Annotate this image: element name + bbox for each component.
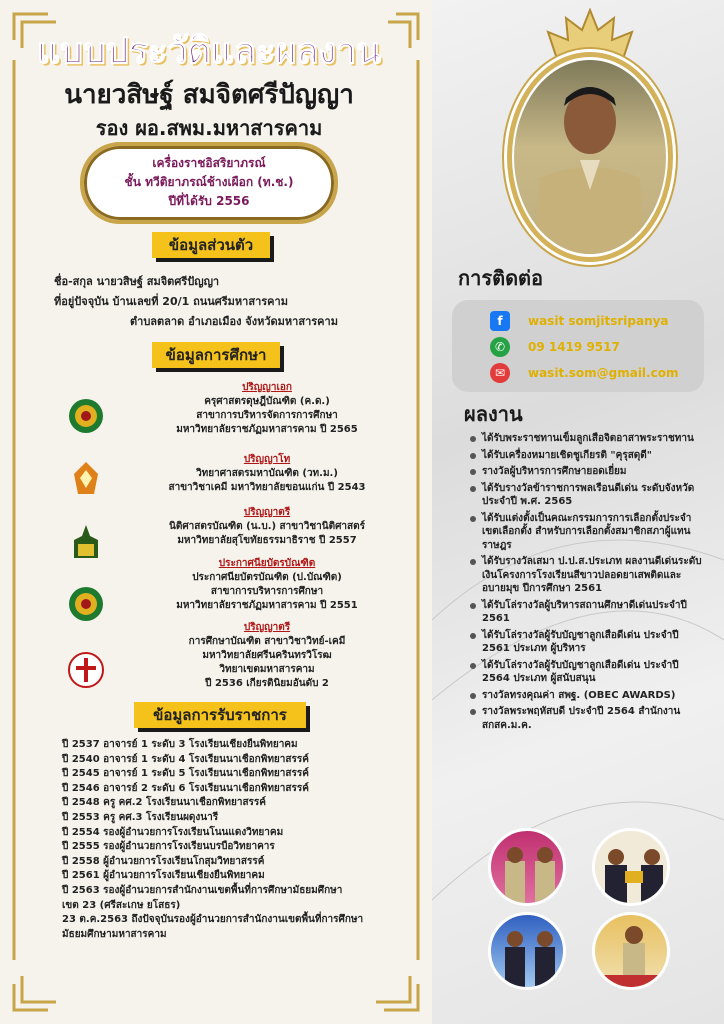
award-photo	[592, 828, 670, 906]
service-item: เขต 23 (ศรีสะเกษ ยโสธร)	[62, 899, 181, 911]
degree-level: ปริญญาโท	[243, 454, 291, 465]
facebook-icon: f	[490, 311, 510, 331]
university-logo-icon	[68, 460, 104, 496]
section-service-heading: ข้อมูลการรับราชการ	[134, 702, 306, 728]
section-personal-heading: ข้อมูลส่วนตัว	[152, 232, 270, 258]
degree-line: สาขาการบริหารการศึกษา	[210, 586, 324, 597]
service-item: ปี 2555 รองผู้อำนวยการโรงเรียนบรบือวิทยาคาร	[62, 841, 275, 853]
degree-level: ปริญญาเอก	[242, 382, 292, 393]
contact-facebook[interactable]	[490, 311, 669, 331]
crown-ornament-icon	[534, 8, 646, 58]
service-item: ปี 2553 ครู คศ.3 โรงเรียนผดุงนารี	[62, 811, 219, 823]
degree-line: วิทยาศาสตรมหาบัณฑิต (วท.ม.)	[196, 468, 338, 479]
university-logo-icon	[68, 586, 104, 622]
works-item: รางวัลพระพฤหัสบดี ประจำปี 2564 สำนักงาน สกสค.ม.ค.	[468, 705, 708, 732]
works-list	[468, 432, 708, 735]
personal-address-line: ตำบลตลาด อำเภอเมือง จังหวัดมหาสารคาม	[130, 315, 338, 328]
award-photo	[592, 912, 670, 990]
degree-line: วิทยาเขตมหาสารคาม	[219, 664, 315, 675]
service-item: ปี 2561 ผู้อำนวยการโรงเรียนเชียงยืนพิทยาคม	[62, 870, 265, 882]
works-item: รางวัลทรงคุณค่า สพฐ. (OBEC AWARDS)	[468, 689, 708, 703]
service-item: ปี 2546 อาจารย์ 2 ระดับ 6 โรงเรียนนาเชือกพิทยาสรรค์	[62, 782, 309, 794]
degree-block	[112, 380, 422, 437]
degree-line: มหาวิทยาลัยศรีนครินทรวิโรฒ	[202, 650, 332, 661]
works-item: ได้รับเครื่องหมายเชิดชูเกียรติ "คุรุสดุดี"	[468, 449, 708, 463]
section-education-heading: ข้อมูลการศึกษา	[152, 342, 280, 368]
award-photo	[488, 912, 566, 990]
works-item: ได้รับโล่รางวัลผู้รับบัญชาลูกเสือดีเด่น ประจำปี 2564 ประเภท ผู้สนับสนุน	[468, 659, 708, 686]
degree-line: ปี 2536 เกียรตินิยมอันดับ 2	[205, 678, 329, 689]
service-item: ปี 2563 รองผู้อำนวยการสำนักงานเขตพื้นที่การศึกษามัธยมศึกษา	[62, 884, 343, 896]
email-text: wasit.som@gmail.com	[528, 366, 679, 380]
service-item: ปี 2558 ผู้อำนวยการโรงเรียนโกสุมวิทยาสรรค์	[62, 855, 265, 867]
degree-line: มหาวิทยาลัยราชภัฏมหาสารคาม ปี 2565	[176, 424, 358, 435]
decoration-line: ปีที่ได้รับ 2556	[168, 194, 250, 208]
works-item: รางวัลผู้บริหารการศึกษายอดเยี่ยม	[468, 465, 708, 479]
contact-email[interactable]	[490, 363, 678, 383]
service-item: ปี 2537 อาจารย์ 1 ระดับ 3 โรงเรียนเชียงยืนพิทยาคม	[62, 739, 298, 750]
personal-address-line: ที่อยู่ปัจจุบัน บ้านเลขที่ 20/1 ถนนศรีมหาสารคาม	[54, 295, 288, 308]
degree-line: ครุศาสตรดุษฎีบัณฑิต (ค.ด.)	[204, 396, 330, 407]
works-item: ได้รับโล่รางวัลผู้บริหารสถานศึกษาดีเด่นประจำปี 2561	[468, 599, 708, 626]
degree-line: การศึกษาบัณฑิต สาขาวิชาวิทย์-เคมี	[188, 636, 346, 647]
service-item: ปี 2554 รองผู้อำนวยการโรงเรียนโนนแดงวิทยาคม	[62, 826, 284, 838]
decoration-line: ชั้น ทวีติยาภรณ์ช้างเผือก (ท.ช.)	[124, 175, 294, 189]
service-item: ปี 2545 อาจารย์ 1 ระดับ 5 โรงเรียนนาเชือกพิทยาสรรค์	[62, 768, 309, 780]
phone-text: 09 1419 9517	[528, 340, 620, 354]
works-item: ได้รับแต่งตั้งเป็นคณะกรรมการการเลือกตั้งประจำเขตเลือกตั้ง สำหรับการเลือกตั้งสมาชิกสภาผู้แทนราษฎร	[468, 512, 708, 553]
university-logo-icon	[68, 398, 104, 434]
decoration-line: เครื่องราชอิสริยาภรณ์	[152, 156, 266, 170]
email-icon: ✉	[490, 363, 510, 383]
contact-phone[interactable]	[490, 337, 620, 357]
service-item: ปี 2548 ครู คศ.2 โรงเรียนนาเชือกพิทยาสรรค์	[62, 797, 266, 809]
degree-block	[112, 505, 422, 548]
degree-line: สาขาการบริหารจัดการการศึกษา	[196, 410, 338, 421]
degree-level: ปริญญาตรี	[243, 507, 291, 518]
university-logo-icon	[68, 652, 104, 688]
service-item: ปี 2540 อาจารย์ 1 ระดับ 4 โรงเรียนนาเชือกพิทยาสรรค์	[62, 753, 309, 765]
service-item: 23 ต.ค.2563 ถึงปัจจุบันรองผู้อำนวยการสำนักงานเขตพื้นที่การศึกษา	[62, 914, 364, 926]
page-title: แบบประวัติและผลงาน	[36, 31, 382, 72]
person-name: นายวสิษฐ์ สมจิตศรีปัญญา	[64, 80, 354, 110]
works-heading: ผลงาน	[464, 402, 523, 426]
phone-icon: ✆	[490, 337, 510, 357]
facebook-text: wasit somjitsripanya	[528, 314, 669, 328]
degree-line: มหาวิทยาลัยราชภัฏมหาสารคาม ปี 2551	[176, 600, 358, 611]
person-position: รอง ผอ.สพม.มหาสารคาม	[95, 116, 323, 140]
service-item: มัธยมศึกษามหาสารคาม	[62, 928, 167, 940]
university-logo-icon	[68, 524, 104, 560]
works-item: ได้รับโล่รางวัลผู้รับบัญชาลูกเสือดีเด่น ประจำปี 2561 ประเภท ผู้บริหาร	[468, 629, 708, 656]
personal-name-line: ชื่อ-สกุล นายวสิษฐ์ สมจิตศรีปัญญา	[54, 275, 220, 288]
degree-block	[112, 620, 422, 691]
degree-line: ประกาศนียบัตรบัณฑิต (ป.บัณฑิต)	[192, 572, 342, 583]
degree-level: ประกาศนียบัตรบัณฑิต	[218, 558, 316, 569]
degree-line: สาขาวิชาเคมี มหาวิทยาลัยขอนแก่น ปี 2543	[168, 482, 366, 493]
degree-line: มหาวิทยาลัยสุโขทัยธรรมาธิราช ปี 2557	[177, 535, 357, 546]
degree-block	[112, 556, 422, 613]
degree-line: นิติศาสตรบัณฑิต (น.บ.) สาขาวิชานิติศาสตร์	[168, 521, 365, 532]
portrait-photo	[514, 60, 666, 254]
decoration-badge	[80, 142, 338, 224]
works-item: ได้รับพระราชทานเข็มลูกเสือจิตอาสาพระราชทาน	[468, 432, 708, 446]
works-item: ได้รับรางวัลเสมา ป.ป.ส.ประเภท ผลงานดีเด่นระดับเงินโครงการโรงเรียนสีขาวปลอดยาเสพติดและอบายมุข ปีการศึกษา 2561	[468, 555, 708, 596]
works-item: ได้รับรางวัลข้าราชการพลเรือนดีเด่น ระดับจังหวัด ประจำปี พ.ศ. 2565	[468, 482, 708, 509]
degree-block	[112, 452, 422, 495]
award-photo	[488, 828, 566, 906]
service-list	[62, 738, 363, 942]
degree-level: ปริญญาตรี	[243, 622, 291, 633]
contact-heading: การติดต่อ	[458, 266, 544, 290]
